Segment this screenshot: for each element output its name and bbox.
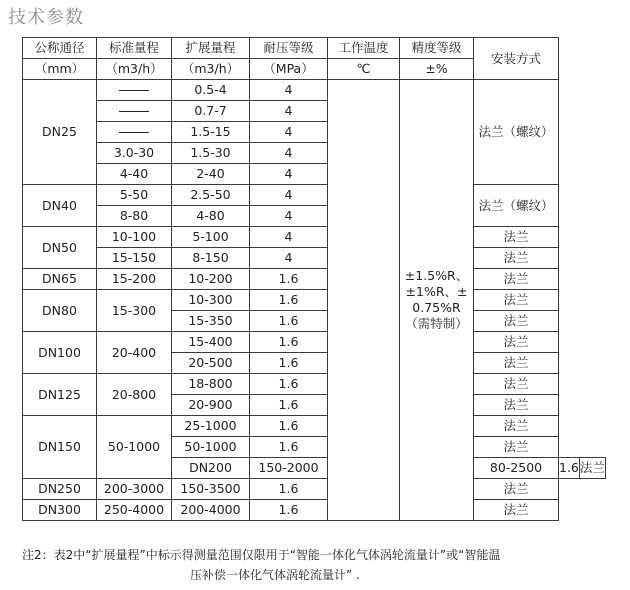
install-cell: 法兰 [474,311,559,332]
pressure-cell: 1.6 [250,353,328,374]
std-range-cell [97,122,172,143]
ext-range-cell: 1.5-30 [172,143,250,164]
std-range-cell [97,101,172,122]
install-cell: 法兰（螺纹） [474,185,559,227]
std-range-cell: 20-800 [97,374,172,416]
pressure-cell: 1.6 [250,479,328,500]
pressure-cell: 4 [250,101,328,122]
table-row [23,248,606,269]
std-range-cell [97,80,172,101]
pressure-cell: 1.6 [250,311,328,332]
header-std-unit: （m3/h） [97,59,172,80]
dn-cell: DN100 [23,332,97,374]
ext-range-cell: 20-500 [172,353,250,374]
ext-range-cell: 10-200 [172,269,250,290]
dn-cell: DN300 [23,500,97,521]
accuracy-line: （需特制） [405,316,468,331]
install-cell: 法兰 [474,500,559,521]
accuracy-line: ±1%R、± [405,284,468,299]
ext-range-cell: 1.5-15 [172,122,250,143]
dn-cell: DN125 [23,374,97,416]
ext-range-cell: 2-40 [172,164,250,185]
std-range-cell: 250-4000 [97,500,172,521]
ext-range-cell: 2.5-50 [172,185,250,206]
header-accuracy-unit: ±% [400,59,474,80]
ext-range-cell: 4-80 [172,206,250,227]
pressure-cell: 1.6 [250,416,328,437]
header-dn-unit: （mm） [23,59,97,80]
header-std-range: 标准量程 [97,38,172,59]
footnote [22,545,622,585]
dn-cell: DN80 [23,290,97,332]
ext-range-cell: 5-100 [172,227,250,248]
header-pressure: 耐压等级 [250,38,328,59]
header-ext-range: 扩展量程 [172,38,250,59]
install-cell: 法兰 [474,437,559,458]
install-cell: 法兰（螺纹） [474,80,559,185]
install-cell: 法兰 [474,416,559,437]
pressure-cell: 1.6 [250,269,328,290]
table-row [23,227,606,248]
install-cell: 法兰 [579,458,605,479]
ext-range-cell: 10-300 [172,290,250,311]
dn-cell: DN40 [23,185,97,227]
dn-cell: DN250 [23,479,97,500]
pressure-cell: 4 [250,206,328,227]
table-row [23,185,606,206]
header-accuracy: 精度等级 [400,38,474,59]
ext-range-cell: 15-350 [172,311,250,332]
temp-cell [328,80,400,521]
install-cell: 法兰 [474,374,559,395]
dn-cell: DN65 [23,269,97,290]
ext-range-cell: 150-3500 [172,479,250,500]
accuracy-line: ±1.5%R、 [404,268,469,283]
std-range-cell: 20-400 [97,332,172,374]
std-range-cell: 15-300 [97,290,172,332]
table-row [23,332,606,353]
dn-cell: DN25 [23,80,97,185]
std-range-cell: 4-40 [97,164,172,185]
pressure-cell: 4 [250,248,328,269]
pressure-cell: 4 [250,122,328,143]
table-row [23,500,606,521]
table-row [23,290,606,311]
pressure-cell: 4 [250,164,328,185]
accuracy-line: 0.75%R [412,300,461,315]
table-row [23,80,606,101]
pressure-cell: 1.6 [250,332,328,353]
std-range-cell: 50-1000 [97,416,172,479]
pressure-cell: 1.6 [559,458,580,479]
dash-line [119,90,149,91]
std-range-cell: 200-3000 [97,479,172,500]
pressure-cell: 1.6 [250,500,328,521]
footnote-line: 注2：表2中“扩展量程”中标示得测量范围仅限用于“智能一体化气体涡轮流量计”或“智能温 [22,548,501,562]
table-row [23,269,606,290]
pressure-cell: 1.6 [250,395,328,416]
dash-line [119,132,149,133]
install-cell: 法兰 [474,332,559,353]
install-cell: 法兰 [474,395,559,416]
ext-range-cell: 20-900 [172,395,250,416]
ext-range-cell: 0.7-7 [172,101,250,122]
ext-range-cell: 8-150 [172,248,250,269]
pressure-cell: 1.6 [250,374,328,395]
std-range-cell: 3.0-30 [97,143,172,164]
pressure-cell: 4 [250,80,328,101]
ext-range-cell: 0.5-4 [172,80,250,101]
std-range-cell: 5-50 [97,185,172,206]
header-temp: 工作温度 [328,38,400,59]
pressure-cell: 4 [250,185,328,206]
install-cell: 法兰 [474,269,559,290]
install-cell: 法兰 [474,290,559,311]
ext-range-cell: 200-4000 [172,500,250,521]
install-cell: 法兰 [474,479,559,500]
ext-range-cell: 50-1000 [172,437,250,458]
install-cell: 法兰 [474,248,559,269]
dn-cell: DN50 [23,227,97,269]
ext-range-cell: 25-1000 [172,416,250,437]
table-row [23,416,606,437]
dash-line [119,111,149,112]
dn-cell: DN150 [23,416,97,479]
std-range-cell: 150-2000 [250,458,328,479]
page-title: 技术参数 [8,7,84,28]
dn-cell: DN200 [172,458,250,479]
pressure-cell: 1.6 [250,437,328,458]
footnote-line: 压补偿一体化气体涡轮流量计” . [190,568,360,582]
std-range-cell: 15-150 [97,248,172,269]
pressure-cell: 1.6 [250,290,328,311]
table-row [23,374,606,395]
std-range-cell: 15-200 [97,269,172,290]
pressure-cell: 4 [250,227,328,248]
pressure-cell: 4 [250,143,328,164]
std-range-cell: 8-80 [97,206,172,227]
ext-range-cell: 18-800 [172,374,250,395]
header-pressure-unit: （MPa） [250,59,328,80]
header-temp-unit: ℃ [328,59,400,80]
header-ext-unit: （m3/h） [172,59,250,80]
std-range-cell: 10-100 [97,227,172,248]
install-cell: 法兰 [474,227,559,248]
install-cell: 法兰 [474,353,559,374]
accuracy-cell [400,80,474,521]
ext-range-cell: 80-2500 [474,458,559,479]
table-row [23,479,606,500]
spec-table [22,37,606,521]
ext-range-cell: 15-400 [172,332,250,353]
header-dn: 公称通径 [23,38,97,59]
header-install: 安装方式 [474,38,559,80]
